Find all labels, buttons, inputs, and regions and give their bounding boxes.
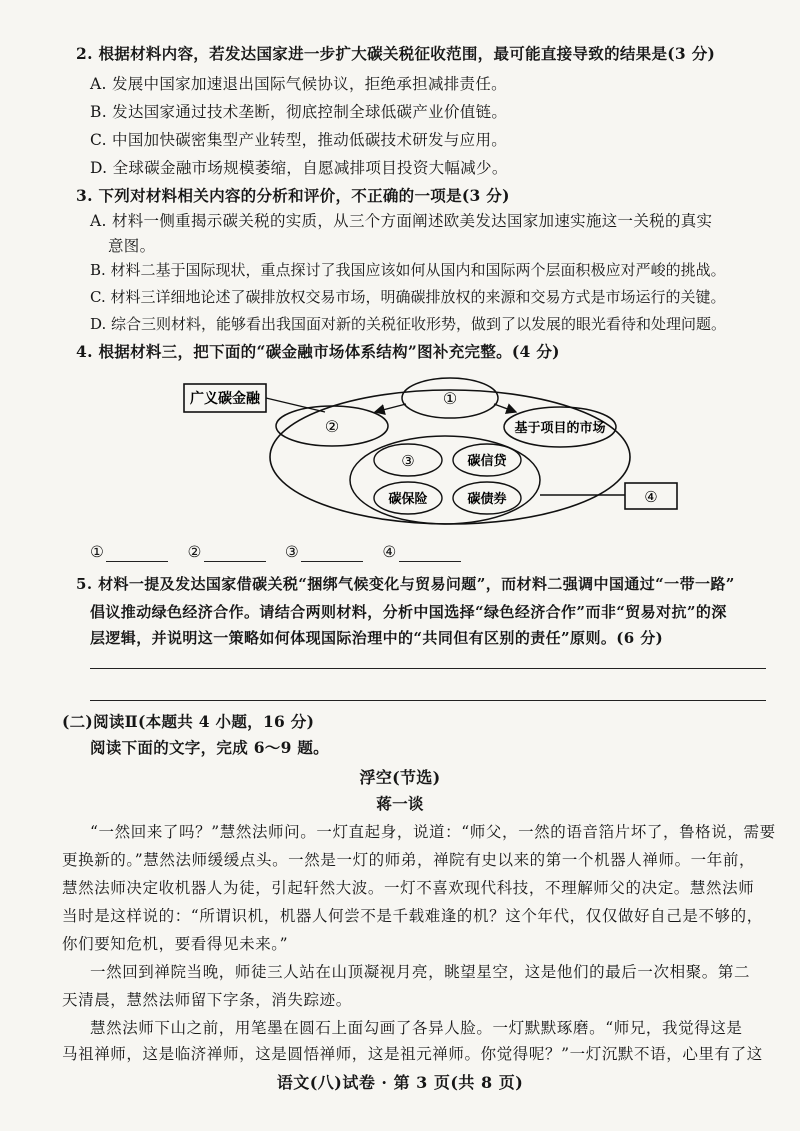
carbon-bond-label: 碳债券 [467, 492, 507, 507]
q4-stem: 4. 根据材料三，把下面的“碳金融市场体系结构”图补充完整。(4 分) [76, 342, 560, 361]
q5-answer-line-2[interactable] [90, 700, 766, 701]
story-title: 浮空(节选) [359, 768, 441, 787]
blank-3[interactable] [301, 545, 363, 562]
section2-instruction: 阅读下面的文字，完成 6～9 题。 [90, 738, 329, 757]
story-line-8: 慧然法师下山之前，用笔墨在圆石上面勾画了各异人脸。一灯默默琢磨。“师兄，我觉得这是 [90, 1019, 743, 1037]
blank-2[interactable] [204, 545, 266, 562]
blank-1[interactable] [106, 545, 168, 562]
node-2-label: ② [324, 417, 340, 436]
carbon-insurance-label: 碳保险 [388, 492, 428, 507]
project-market-label: 基于项目的市场 [514, 421, 606, 436]
story-line-6: 一然回到禅院当晚，师徒三人站在山顶凝视月亮，眺望星空，这是他们的最后一次相聚。第二 [90, 963, 751, 981]
story-line-4: 当时是这样说的：“所谓识机，机器人何尝不是千载难逢的机？这个年代，仅仅做好自己是不够的， [62, 907, 763, 925]
q2-option-b: B. 发达国家通过技术垄断，彻底控制全球低碳产业价值链。 [90, 103, 508, 121]
outer-label: 广义碳金融 [190, 391, 260, 407]
page-footer: 语文(八)试卷 · 第 3 页(共 8 页) [276, 1073, 524, 1092]
story-line-2: 更换新的。”慧然法师缓缓点头。一然是一灯的师弟，禅院有史以来的第一个机器人禅师。一年前， [62, 851, 756, 869]
story-line-1: “一然回来了吗？”慧然法师问。一灯直起身，说道：“师父，一然的语音箔片坏了，鲁格说，需要 [90, 823, 776, 841]
q3-stem: 3. 下列对材料相关内容的分析和评价，不正确的一项是(3 分) [76, 186, 510, 205]
q3-option-b: B. 材料二基于国际现状，重点探讨了我国应该如何从国内和国际两个层面积极应对严峻的挑战。 [90, 261, 726, 279]
outer-ellipse [270, 390, 630, 524]
node-3-label: ③ [401, 452, 415, 470]
story-line-5: 你们要知危机，要看得见未来。” [62, 935, 289, 953]
q3-option-a: A. 材料一侧重揭示碳关税的实质，从三个方面阐述欧美发达国家加速实施这一关税的真实 [90, 212, 713, 230]
blank-1-label: ① [90, 543, 105, 561]
q5-answer-line-1[interactable] [90, 668, 766, 669]
blank-3-label: ③ [284, 543, 300, 561]
carbon-finance-diagram [170, 370, 690, 535]
q2-option-c: C. 中国加快碳密集型产业转型，推动低碳技术研发与应用。 [90, 131, 508, 149]
q3-option-d: D. 综合三则材料，能够看出我国面对新的关税征收形势，做到了以发展的眼光看待和处理问题。 [90, 315, 727, 333]
section2-title: (二)阅读Ⅱ(本题共 4 小题，16 分) [62, 712, 315, 731]
q2-option-d: D. 全球碳金融市场规模萎缩，自愿减排项目投资大幅减少。 [90, 159, 508, 177]
carbon-credit-label: 碳信贷 [467, 454, 507, 469]
q5-line2: 倡议推动绿色经济合作。请结合两则材料，分析中国选择“绿色经济合作”而非“贸易对抗”的深 [90, 603, 727, 621]
story-line-9: 马祖禅师，这是临济禅师，这是圆悟禅师，这是祖元禅师。你觉得呢？”一灯沉默不语，心里有了这 [62, 1045, 763, 1063]
q5-line1: 5. 材料一提及发达国家借碳关税“捆绑气候变化与贸易问题”，而材料二强调中国通过“一带一路” [76, 575, 735, 593]
story-line-3: 慧然法师决定收机器人为徒，引起轩然大波。一灯不喜欢现代科技，不理解师父的决定。慧然法师 [62, 879, 755, 897]
blank-4[interactable] [399, 545, 461, 562]
q2-stem: 2. 根据材料内容，若发达国家进一步扩大碳关税征收范围，最可能直接导致的结果是(3 分) [76, 44, 716, 63]
q4-answer-blanks [90, 542, 475, 562]
node-4-label: ④ [644, 488, 658, 506]
story-line-7: 天清晨，慧然法师留下字条，消失踪迹。 [62, 991, 352, 1009]
blank-4-label: ④ [382, 543, 397, 561]
q3-option-c: C. 材料三详细地论述了碳排放权交易市场，明确碳排放权的来源和交易方式是市场运行的关键。 [90, 288, 726, 306]
node-1-label: ① [442, 389, 458, 408]
blank-2-label: ② [187, 543, 202, 561]
q3-option-a-cont: 意图。 [108, 237, 156, 255]
q5-line3: 层逻辑，并说明这一策略如何体现国际治理中的“共同但有区别的责任”原则。(6 分) [90, 629, 664, 647]
story-author: 蒋一谈 [376, 794, 424, 813]
q2-option-a: A. 发展中国家加速退出国际气候协议，拒绝承担减排责任。 [90, 75, 507, 93]
